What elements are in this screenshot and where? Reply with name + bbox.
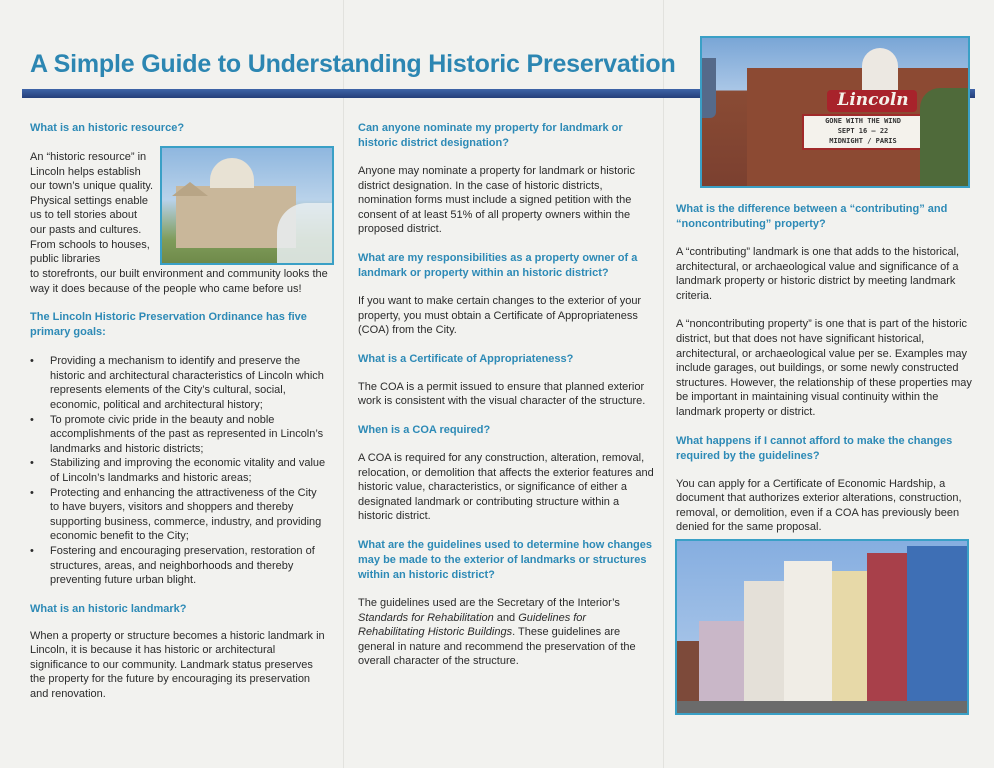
guidelines-text-e: . These guidelines are general in nature and recommend the preservation of the overall character of the structure. <box>358 626 636 668</box>
goals-list <box>30 354 328 588</box>
marquee-line: MIDNIGHT / PARIS <box>829 137 897 145</box>
heading-coa: What is a Certificate of Appropriateness? <box>358 352 574 365</box>
heading-ordinance-goals: The Lincoln Historic Preservation Ordinance has five primary goals: <box>30 311 307 339</box>
heading-coa-required: When is a COA required? <box>358 423 491 436</box>
main-street-photo <box>675 539 969 715</box>
guidelines-text <box>358 596 654 669</box>
heading-guidelines: What are the guidelines used to determine how changes may be made to the exterior of landmarks or structures within an historic district? <box>358 538 652 581</box>
heading-nominate: Can anyone nominate my property for landmark or historic district designation? <box>358 122 623 149</box>
column-1 <box>30 121 328 702</box>
guidelines-text-a: The guidelines used are the Secretary of the Interior’s <box>358 596 620 609</box>
marquee <box>802 114 924 150</box>
responsibilities-text: If you want to make certain changes to the exterior of your property, you must obtain a Certificate of Appropriateness (COA) from the City. <box>358 294 642 337</box>
page-title: A Simple Guide to Understanding Historic Preservation <box>30 50 676 78</box>
standards-title: Standards for Rehabilitation <box>358 611 494 624</box>
coa-text: The COA is a permit issued to ensure that planned exterior work is consistent with the visual character of the structure. <box>358 380 646 408</box>
courthouse-photo <box>160 146 334 265</box>
marquee-line: SEPT 16 – 22 <box>837 127 889 135</box>
nominate-text: Anyone may nominate a property for landmark or historic district designation. In the case of historic districts, nomination forms must include a signed petition with the consent of at least 51% of all property owners within the proposed district. <box>358 165 635 236</box>
theater-photo <box>700 36 970 188</box>
guidelines-text-c: and <box>493 611 519 624</box>
noncontributing-text: A “noncontributing property” is one that is part of the historic district, but that does not have significant historical, architectural, or archaeological value per se. Examples may include garages, out buildings, or some newly constructed structures. However, the relationship of these properties may be important in maintaining visual continuity within the landmark property or district. <box>676 318 972 418</box>
historic-landmark-text: When a property or structure becomes a historic landmark in Lincoln, it is because it has historic or architectural significance to our community. Landmark status preserves the property for the future by encouraging its preservation and renovation. <box>30 629 325 701</box>
marquee-line: GONE WITH THE WIND <box>825 117 901 125</box>
contributing-text: A “contributing” landmark is one that adds to the historical, architectural, or archaeological value and significance of a landmark property or historic district by meeting landmark criteria. <box>676 246 960 302</box>
heading-historic-resource: What is an historic resource? <box>30 122 185 134</box>
heading-historic-landmark: What is an historic landmark? <box>30 602 187 615</box>
list-item: • Fostering and encouraging preservation, restoration of structures, areas, and neighborhoods and thereby preventing future urban blight. <box>30 544 328 588</box>
fold-line <box>663 0 664 768</box>
heading-contributing: What is the difference between a “contributing” and “noncontributing” property? <box>676 203 948 230</box>
guidelines-title: Guidelines for Rehabilitating Historic Buildings <box>358 611 587 639</box>
historic-resource-text-cont: to storefronts, our built environment and community looks the way it does because of the people who came before us! <box>30 268 328 295</box>
heading-responsibilities: What are my responsibilities as a property owner of a landmark or property within an historic district? <box>358 251 638 279</box>
theater-sign: Lincoln <box>837 90 909 110</box>
coa-required-text: A COA is required for any construction, alteration, removal, relocation, or demolition that affects the exterior features and historic value, characteristics, or significance of either a designated landmark or contributing structure within a historic district. <box>358 451 654 523</box>
column-3 <box>676 202 972 535</box>
column-2 <box>358 121 654 669</box>
heading-hardship: What happens if I cannot afford to make the changes required by the guidelines? <box>676 434 953 462</box>
fold-line <box>343 0 344 768</box>
list-item: • Providing a mechanism to identify and preserve the historic and architectural characteristics of Lincoln which represents elements of the City’s cultural, social, economic, political and architectural history; <box>30 354 328 412</box>
list-item: • Protecting and enhancing the attractiveness of the City to have buyers, visitors and shoppers and thereby supporting business, commerce, industry, and providing economic benefit to the City; <box>30 486 328 544</box>
list-item: • To promote civic pride in the beauty and noble accomplishments of the past as represented in Lincoln’s landmarks and historic districts; <box>30 413 328 457</box>
list-item: • Stabilizing and improving the economic vitality and value of Lincoln’s landmarks and historic areas; <box>30 456 328 485</box>
hardship-text: You can apply for a Certificate of Economic Hardship, a document that authorizes exterior alterations, construction, removal, or demolition, even if a COA has previously been denied for the same proposal. <box>676 477 962 534</box>
historic-resource-text: An “historic resource” in Lincoln helps establish our town’s unique quality. Physical settings enable us to tell stories about our pasts and cultures. From schools to houses, public libraries <box>30 151 154 266</box>
